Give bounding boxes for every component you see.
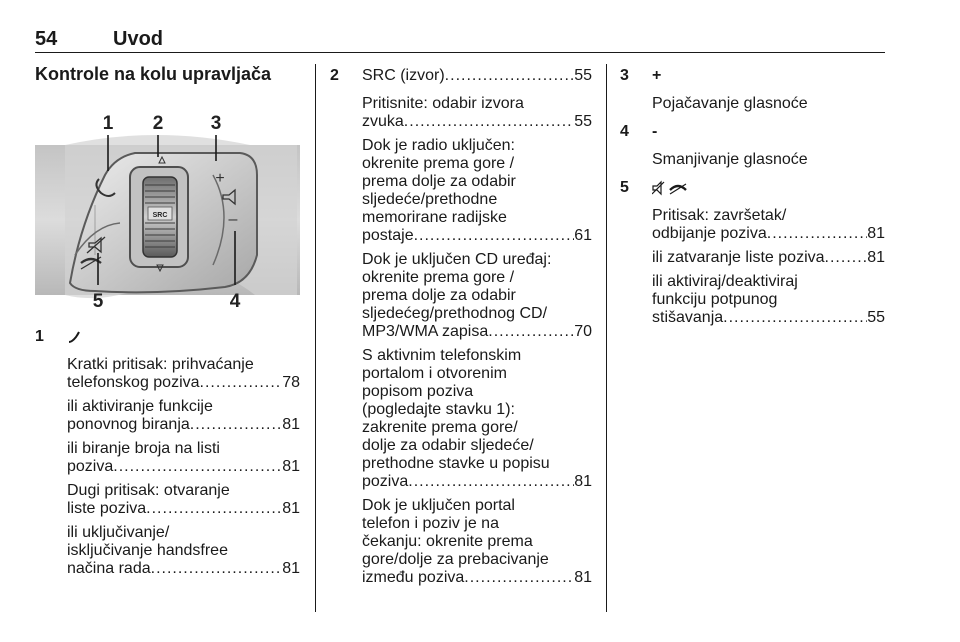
item-2 <box>330 67 592 587</box>
entry <box>67 482 300 518</box>
text-line: Pritisak: završetak/ <box>652 207 787 224</box>
text-line: funkciju potpunog <box>652 291 778 308</box>
text-line: prethodne stavke u popisu <box>362 455 550 472</box>
text-line: telefon i poziv je na <box>362 515 499 532</box>
page-ref[interactable]: 81 <box>574 473 592 490</box>
column-2 <box>330 67 592 587</box>
text-line: dolje za odabir sljedeće/ <box>362 437 534 454</box>
text-line: gore/dolje za prebacivanje <box>362 551 549 568</box>
index-entry: stišavanja ..... 55 <box>652 309 885 327</box>
column-1 <box>35 328 300 578</box>
page-ref[interactable]: 70 <box>574 323 592 340</box>
entry <box>362 497 592 587</box>
index-entry: zvuka ..... 55 <box>362 113 592 131</box>
index-entry: ponovnog biranja ..... 81 <box>67 416 300 434</box>
volume-plus-icon: + <box>215 170 225 187</box>
page-ref[interactable]: 61 <box>574 227 592 244</box>
page-ref[interactable]: 55 <box>574 67 592 84</box>
section-title: Kontrole na kolu upravljača <box>35 64 272 84</box>
entry <box>362 251 592 341</box>
plus-symbol: + <box>652 67 662 84</box>
entry <box>362 347 592 491</box>
chapter-title: Uvod <box>113 28 163 50</box>
page-ref[interactable]: 55 <box>574 113 592 130</box>
text-line: Dugi pritisak: otvaranje <box>67 482 230 499</box>
callout-1: 1 <box>102 113 114 134</box>
item-5 <box>620 179 885 327</box>
text-line: ili aktiviranje funkcije <box>67 398 213 415</box>
page-ref[interactable]: 81 <box>867 225 885 242</box>
index-entry: odbijanje poziva ..... 81 <box>652 225 885 243</box>
page-ref[interactable]: 81 <box>282 560 300 577</box>
page-ref[interactable]: 81 <box>282 416 300 433</box>
text-line: S aktivnim telefonskim <box>362 347 522 364</box>
callout-3: 3 <box>210 113 222 134</box>
header-rule <box>35 52 885 53</box>
page-ref[interactable]: 81 <box>867 249 885 266</box>
text-line: čekanju: okrenite prema <box>362 533 533 550</box>
text-line: okrenite prema gore / <box>362 269 515 286</box>
phone-icon <box>67 328 300 346</box>
page-ref[interactable]: 55 <box>867 309 885 326</box>
text-line: prema dolje za odabir <box>362 287 516 304</box>
text-line: sljedeće/prethodne <box>362 191 498 208</box>
text-line: Dok je radio uključen: <box>362 137 515 154</box>
index-entry: MP3/WMA zapisa ..... 70 <box>362 323 592 341</box>
entry <box>67 440 300 476</box>
text-line: sljedećeg/prethodnog CD/ <box>362 305 548 322</box>
index-entry: SRC (izvor) ..... 55 <box>362 67 592 85</box>
steering-wheel-controls-illustration <box>35 105 300 315</box>
text-line: ili biranje broja na listi <box>67 440 220 457</box>
text-line: ili aktiviraj/deaktiviraj <box>652 273 798 290</box>
entry <box>652 207 885 243</box>
item-description: Pojačavanje glasnoće <box>652 95 808 112</box>
callout-4: 4 <box>229 291 241 312</box>
column-divider <box>606 64 607 612</box>
index-entry: telefonskog poziva ..... 78 <box>67 374 300 392</box>
index-entry: poziva ..... 81 <box>362 473 592 491</box>
text-line: popisom poziva <box>362 383 474 400</box>
entry <box>362 95 592 131</box>
minus-symbol: - <box>652 123 658 140</box>
text-line: memorirane radijske <box>362 209 507 226</box>
entry <box>67 524 300 578</box>
text-line: prema dolje za odabir <box>362 173 516 190</box>
item-1 <box>35 328 300 578</box>
index-entry: postaje ..... 61 <box>362 227 592 245</box>
text-line: Pritisnite: odabir izvora <box>362 95 524 112</box>
item-number: 1 <box>35 328 44 345</box>
column-divider <box>315 64 316 612</box>
entry <box>652 273 885 327</box>
text-line: Dok je uključen CD uređaj: <box>362 251 552 268</box>
volume-minus-icon: – <box>228 211 238 228</box>
column-3 <box>620 67 885 327</box>
entry <box>67 398 300 434</box>
text-line: ili uključivanje/ <box>67 524 170 541</box>
text-line: okrenite prema gore / <box>362 155 515 172</box>
text-line: Kratki pritisak: prihvaćanje <box>67 356 254 373</box>
item-number: 5 <box>620 179 629 196</box>
item-3 <box>620 67 885 113</box>
entry <box>362 137 592 245</box>
page-ref[interactable]: 81 <box>282 500 300 517</box>
item-number: 2 <box>330 67 339 84</box>
text-line: Dok je uključen portal <box>362 497 515 514</box>
index-entry: načina rada ..... 81 <box>67 560 300 578</box>
page-ref[interactable]: 78 <box>282 374 300 391</box>
item-description: Smanjivanje glasnoće <box>652 151 808 168</box>
page-ref[interactable]: 81 <box>282 458 300 475</box>
callout-5: 5 <box>92 291 104 312</box>
index-entry: ili zatvaranje liste poziva ..... 81 <box>652 249 885 267</box>
entry <box>652 249 885 267</box>
text-line: zakrenite prema gore/ <box>362 419 518 436</box>
src-label: SRC <box>152 212 168 219</box>
text-line: isključivanje handsfree <box>67 542 228 559</box>
item-4 <box>620 123 885 169</box>
item-number: 3 <box>620 67 629 84</box>
entry <box>67 356 300 392</box>
item-number: 4 <box>620 123 629 140</box>
text-line: portalom i otvorenim <box>362 365 507 382</box>
index-entry: između poziva ..... 81 <box>362 569 592 587</box>
index-entry: liste poziva ..... 81 <box>67 500 300 518</box>
callout-2: 2 <box>152 113 164 134</box>
index-entry: poziva ..... 81 <box>67 458 300 476</box>
mute-hang-up-icon <box>652 179 885 197</box>
page-ref[interactable]: 81 <box>574 569 592 586</box>
page-number: 54 <box>35 28 58 50</box>
text-line: (pogledajte stavku 1): <box>362 401 515 418</box>
